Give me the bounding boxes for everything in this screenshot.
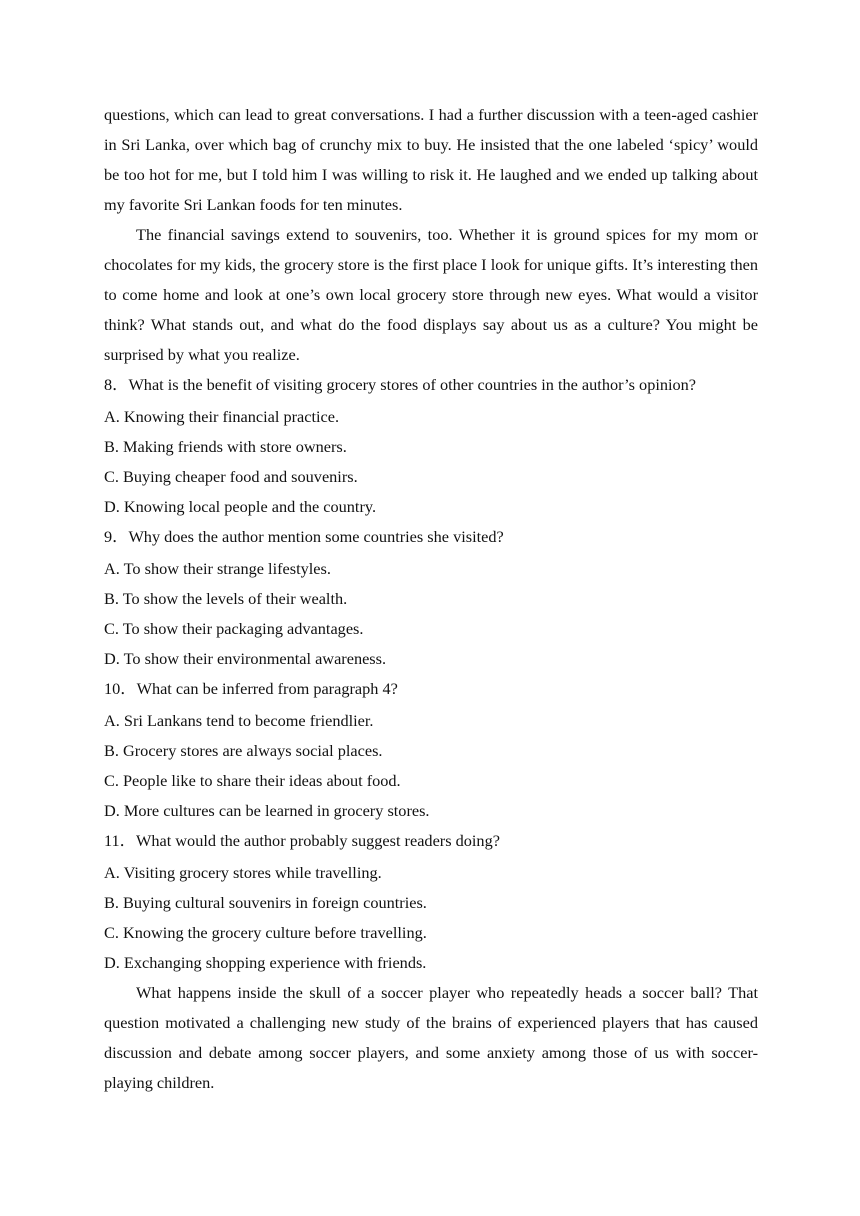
question-number: 9． xyxy=(104,527,129,546)
question-number: 11． xyxy=(104,831,136,850)
answer-option: D. Exchanging shopping experience with friends. xyxy=(104,953,427,972)
answer-option: A. To show their strange lifestyles. xyxy=(104,559,331,578)
answer-option: B. Making friends with store owners. xyxy=(104,437,347,456)
answer-option: B. Grocery stores are always social places. xyxy=(104,741,383,760)
answer-option: A. Sri Lankans tend to become friendlier. xyxy=(104,711,374,730)
question-block xyxy=(104,522,758,674)
question-stem xyxy=(104,522,758,554)
answer-option: A. Visiting grocery stores while travelling. xyxy=(104,863,382,882)
question-text: What is the benefit of visiting grocery stores of other countries in the author’s opinion? xyxy=(128,375,697,394)
question-stem xyxy=(104,826,758,858)
question-block xyxy=(104,826,758,978)
document-page xyxy=(104,100,758,1098)
answer-option: B. Buying cultural souvenirs in foreign countries. xyxy=(104,893,427,912)
answer-option: D. Knowing local people and the country. xyxy=(104,497,377,516)
answer-option: B. To show the levels of their wealth. xyxy=(104,589,348,608)
question-text: What can be inferred from paragraph 4? xyxy=(136,679,398,698)
answer-option: D. More cultures can be learned in grocery stores. xyxy=(104,801,430,820)
question-number: 8． xyxy=(104,375,129,394)
answer-option: C. People like to share their ideas about food. xyxy=(104,771,401,790)
question-number: 10． xyxy=(104,679,137,698)
question-block xyxy=(104,674,758,826)
question-text: What would the author probably suggest readers doing? xyxy=(135,831,500,850)
next-passage-paragraph: What happens inside the skull of a soccer player who repeatedly heads a soccer ball? That question motivated a challenging new study of the brains of experienced players that has caused discussion and debate among soccer players, and some anxiety among those of us with soccer-playing children. xyxy=(104,983,758,1092)
answer-option: D. To show their environmental awareness. xyxy=(104,649,387,668)
question-block xyxy=(104,370,758,522)
question-stem xyxy=(104,674,758,706)
answer-option: C. Knowing the grocery culture before travelling. xyxy=(104,923,427,942)
question-text: Why does the author mention some countries she visited? xyxy=(128,527,504,546)
answer-option: C. Buying cheaper food and souvenirs. xyxy=(104,467,358,486)
answer-option: A. Knowing their financial practice. xyxy=(104,407,340,426)
answer-option: C. To show their packaging advantages. xyxy=(104,619,364,638)
passage-paragraph: questions, which can lead to great conversations. I had a further discussion with a teen-aged cashier in Sri Lanka, over which bag of crunchy mix to buy. He insisted that the one labeled ‘spicy’ would be too hot for me, but I told him I was willing to risk it. He laughed and we ended up talking about my favorite Sri Lankan foods for ten minutes. xyxy=(104,105,758,214)
question-stem xyxy=(104,370,758,402)
passage-paragraph: The financial savings extend to souvenirs, too. Whether it is ground spices for my mom or chocolates for my kids, the grocery store is the first place I look for unique gifts. It’s interesting then to come home and look at one’s own local grocery store through new eyes. What would a visitor think? What stands out, and what do the food displays say about us as a culture? You might be surprised by what you realize. xyxy=(104,225,758,364)
